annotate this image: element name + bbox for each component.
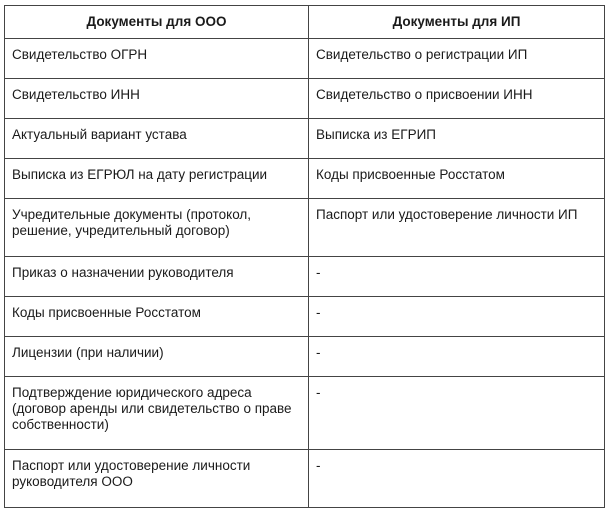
table-cell-ip: - (309, 450, 605, 508)
table-cell-llc: Приказ о назначении руководителя (5, 257, 309, 297)
table-row (5, 199, 605, 257)
table-row (5, 297, 605, 337)
table-row (5, 119, 605, 159)
table-header-row (5, 6, 605, 39)
table-cell-llc: Выписка из ЕГРЮЛ на дату регистрации (5, 159, 309, 199)
documents-table (4, 5, 605, 508)
table-row (5, 377, 605, 450)
table-cell-llc: Свидетельство ОГРН (5, 39, 309, 79)
table-cell-llc: Свидетельство ИНН (5, 79, 309, 119)
header-llc-documents: Документы для ООО (5, 6, 309, 39)
table-cell-llc: Коды присвоенные Росстатом (5, 297, 309, 337)
table-row (5, 337, 605, 377)
table-cell-ip: - (309, 297, 605, 337)
table-cell-ip: - (309, 257, 605, 297)
table-cell-ip: - (309, 337, 605, 377)
table-cell-ip: Свидетельство о регистрации ИП (309, 39, 605, 79)
table-cell-ip: Свидетельство о присвоении ИНН (309, 79, 605, 119)
table-cell-llc: Лицензии (при наличии) (5, 337, 309, 377)
table-row (5, 257, 605, 297)
table-cell-ip: Паспорт или удостоверение личности ИП (309, 199, 605, 257)
table-cell-ip: - (309, 377, 605, 450)
table-row (5, 159, 605, 199)
table-cell-ip: Выписка из ЕГРИП (309, 119, 605, 159)
table-cell-llc: Паспорт или удостоверение личности руководителя ООО (5, 450, 309, 508)
table-cell-llc: Учредительные документы (протокол, решение, учредительный договор) (5, 199, 309, 257)
table-cell-llc: Подтверждение юридического адреса (договор аренды или свидетельство о праве собственности) (5, 377, 309, 450)
table-row (5, 450, 605, 508)
table-row (5, 39, 605, 79)
table-cell-ip: Коды присвоенные Росстатом (309, 159, 605, 199)
table-row (5, 79, 605, 119)
documents-comparison (4, 5, 604, 508)
header-ip-documents: Документы для ИП (309, 6, 605, 39)
table-cell-llc: Актуальный вариант устава (5, 119, 309, 159)
